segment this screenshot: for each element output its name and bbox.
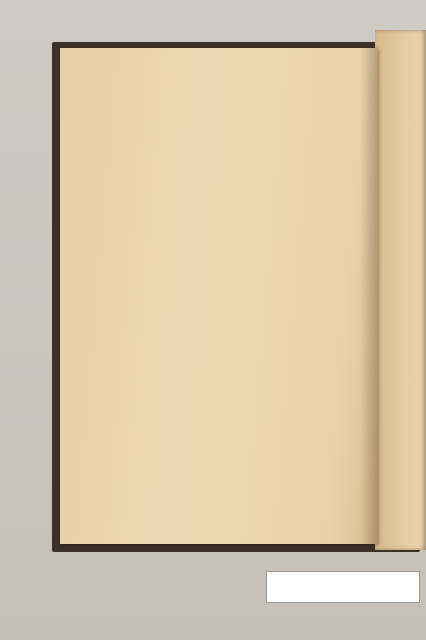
color-calibration-card bbox=[102, 570, 262, 602]
archive-number-label bbox=[266, 571, 420, 603]
spine-shadow bbox=[360, 48, 378, 544]
right-page-edge bbox=[375, 30, 426, 550]
document-page bbox=[60, 48, 378, 544]
